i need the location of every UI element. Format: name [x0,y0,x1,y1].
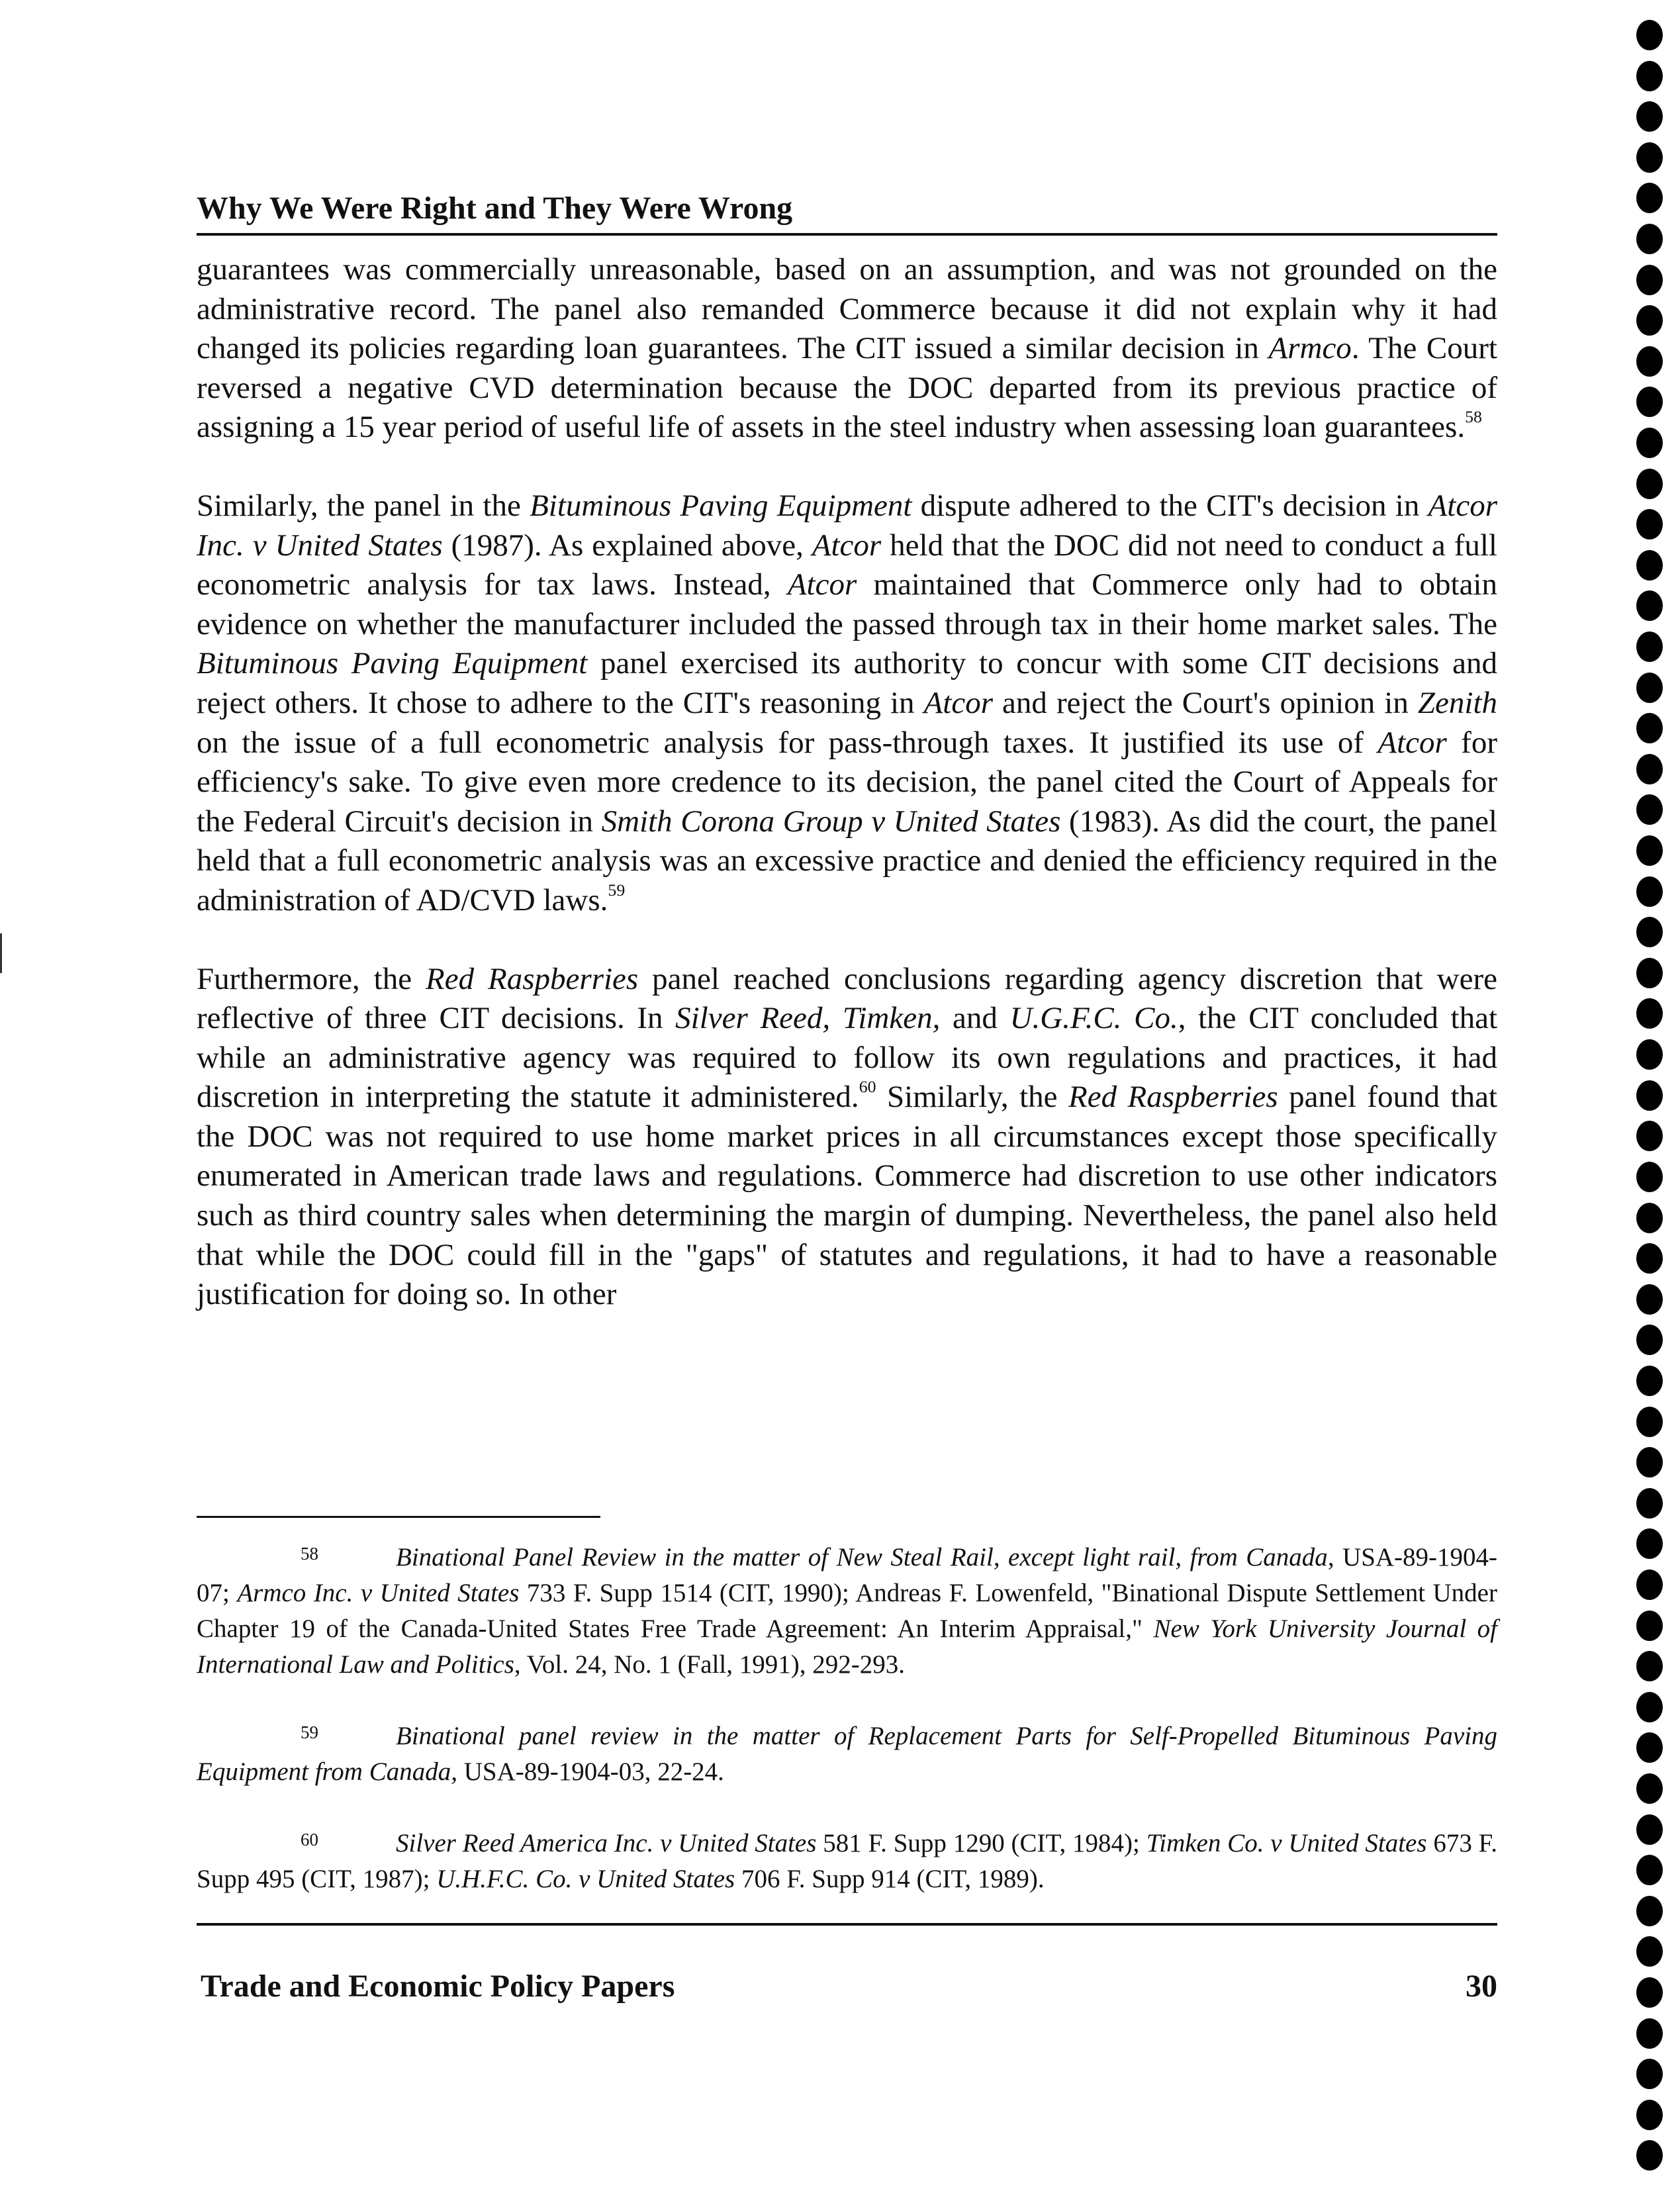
binder-hole [1636,1692,1663,1722]
binder-hole [1636,1569,1663,1600]
binder-hole [1636,1203,1663,1233]
binder-hole [1636,1611,1663,1641]
footnote: 60 Silver Reed America Inc. v United States 581 F. Supp 1290 (CIT, 1984); Timken Co. v United States 673 F. Supp 495 (CIT, 1987); U.H.F.C. Co. v United States 706 F. Supp 914 (CIT, 1989). [197,1829,1497,1893]
binder-hole [1636,1039,1663,1070]
italic-citation: Binational panel review in the matter of Replacement Parts for Self-Propelled Bituminous Paving Equipment from Canada, [197,1722,1497,1786]
text-run: , Vol. 24, No. 1 (Fall, 1991), 292-293. [514,1650,905,1679]
paragraph [197,250,1497,447]
italic-citation: Bituminous Paving Equipment [197,646,588,681]
text-run: and reject the Court's opinion in [993,685,1418,720]
text-run: panel exercised its authority to concur with some CIT decisions and reject others. It chose to adhere to the CIT's reasoning in [197,646,1498,720]
footnote-text [197,1543,1497,1679]
text-run: guarantees was commercially unreasonable, based on an assumption, and was not grounded on the administrative record. The panel also remanded Commerce because it did not explain why it had changed its policies regarding loan guarantees. The CIT issued a similar decision in [197,252,1497,366]
footer-title: Trade and Economic Policy Papers [201,1969,675,2004]
scan-margin-mark [0,933,2,973]
binder-hole [1636,1732,1663,1763]
binder-hole [1636,1528,1663,1559]
running-head-title: Why We Were Right and They Were Wrong [197,191,793,226]
binder-hole [1636,958,1663,988]
page-footer [197,1923,1497,2004]
binder-hole [1636,183,1663,213]
binder-hole [1636,469,1663,499]
binder-hole [1636,794,1663,825]
footnote-separator [197,1516,600,1518]
binder-hole [1636,1896,1663,1926]
binder-hole [1636,387,1663,417]
binder-hole [1636,1651,1663,1681]
text-run: 706 F. Supp 914 (CIT, 1989). [735,1865,1045,1893]
binder-hole [1636,305,1663,336]
binder-hole [1636,2018,1663,2049]
binder-hole [1636,224,1663,254]
binder-hole [1636,1366,1663,1396]
binder-hole [1636,1325,1663,1355]
binder-hole [1636,20,1663,50]
text-run: (1987). As explained above, [442,528,812,563]
italic-citation: New York University Journal of International Law and Politics [197,1615,1498,1679]
binder-hole [1636,1936,1663,1967]
binder-hole [1636,998,1663,1029]
italic-citation: Atcor Inc. v United States [197,488,1497,563]
binder-hole [1636,835,1663,866]
binder-hole [1636,346,1663,377]
binder-hole [1636,142,1663,173]
footnote-reference: 58 [1465,407,1482,427]
italic-citation: U.H.F.C. Co. v United States [436,1865,735,1893]
italic-citation: Atcor [923,685,994,720]
text-run: 581 F. Supp 1290 (CIT, 1984); [816,1829,1146,1857]
italic-citation: Silver Reed America Inc. v United States [396,1829,817,1857]
paragraph [197,960,1497,1315]
text-run: (1983). As did the court, the panel held that a full econometric analysis was an excessive practice and denied the efficiency required in the administration of AD/CVD laws. [197,804,1497,917]
text-run: and [940,1001,1010,1036]
footnotes [197,1540,1497,1933]
text-run: , USA-89-1904-07; [197,1543,1498,1607]
footnote: 59 Binational panel review in the matter of Replacement Parts for Self-Propelled Bituminous Paving Equipment from Canada, USA-89-1904-03, 22-24. [197,1722,1497,1786]
text-run: Similarly, the [876,1080,1068,1115]
binder-hole [1636,673,1663,703]
binder-hole [1636,590,1663,621]
binder-hole [1636,2140,1663,2171]
binder-hole [1636,1814,1663,1845]
binder-hole [1636,713,1663,743]
italic-citation: Binational Panel Review in the matter of New Steal Rail, except light rail, from Canada [396,1543,1328,1571]
italic-citation: U.G.F.C. Co. [1009,1001,1178,1036]
binder-hole [1636,101,1663,132]
binder-hole [1636,1407,1663,1437]
binder-hole [1636,917,1663,947]
text-run: Similarly, the panel in the [197,488,530,523]
binder-hole [1636,428,1663,458]
text-run: panel reached conclusions regarding agency discretion that were reflective of three CIT decisions. In [197,961,1497,1036]
text-run: 733 F. Supp 1514 (CIT, 1990); Andreas F. Lowenfeld, "Binational Dispute Settlement Under Chapter 19 of the Canada-United States Free Trade Agreement: An Interim Appraisal," [197,1579,1497,1643]
text-run: maintained that Commerce only had to obtain evidence on whether the manufacturer included the passed through tax in their home market sales. The [197,567,1497,641]
text-run: Furthermore, the [197,961,426,996]
binder-hole [1636,1855,1663,1885]
page-header [197,179,1497,236]
text-run: dispute adhered to the CIT's decision in [911,488,1428,523]
footnote-reference: 60 [859,1077,876,1097]
page-number: 30 [1466,1969,1497,2004]
binder-hole [1636,1977,1663,2008]
text-run: . The Court reversed a negative CVD determination because the DOC departed from its previous practice of assigning a 15 year period of useful life of assets in the steel industry when assessing loan guarantees. [197,331,1497,445]
body-text [197,250,1497,1315]
italic-citation: Silver Reed, Timken, [675,1001,941,1036]
binder-hole [1636,509,1663,539]
binder-hole [1636,2100,1663,2130]
text-run: for efficiency's sake. To give even more credence to its decision, the panel cited the Court of Appeals for the Federal Circuit's decision in [197,725,1497,839]
binder-hole [1636,1488,1663,1519]
italic-citation: Zenith [1417,685,1498,720]
text-run: 673 F. Supp 495 (CIT, 1987); [197,1829,1497,1893]
binder-hole [1636,265,1663,295]
italic-citation: Bituminous Paving Equipment [530,488,912,523]
footnote: 58 Binational Panel Review in the matter of New Steal Rail, except light rail, from Canada, USA-89-1904-07; Armco Inc. v United States 733 F. Supp 1514 (CIT, 1990); Andreas F. Lowenfeld, "Binational Dispute Settlement Under Chapter 19 of the Canada-United States Free Trade Agreement: An Interim Appraisal," New York University Journal of International Law and Politics, Vol. 24, No. 1 (Fall, 1991), 292-293. [197,1543,1498,1679]
text-run: USA-89-1904-03, 22-24. [457,1757,724,1786]
paragraph [197,487,1497,921]
italic-citation: Timken Co. v United States [1146,1829,1427,1857]
text-run: on the issue of a full econometric analysis for pass-through taxes. It justified its use of [197,725,1378,760]
footnote-text [197,1722,1497,1786]
text-run: panel found that the DOC was not required to use home market prices in all circumstances except those specifically enumerated in American trade laws and regulations. Commerce had discretion to use other indicators such as third country sales when determining the margin of dumping. Nevertheless, the panel also held that while the DOC could fill in the "gaps" of statutes and regulations, it had to have a reasonable justification for doing so. In other [197,1080,1497,1312]
binder-hole [1636,550,1663,581]
binder-hole [1636,754,1663,784]
italic-citation: Atcor [787,567,857,602]
binder-hole [1636,1447,1663,1477]
footnote-text [197,1829,1497,1893]
italic-citation: Smith Corona Group v United States [601,804,1061,839]
binder-hole [1636,1284,1663,1315]
italic-citation: Armco [1268,331,1352,366]
italic-citation: Red Raspberries [426,961,639,996]
footnote-reference: 59 [608,880,626,900]
italic-citation: Armco Inc. v United States [237,1579,520,1607]
binder-hole [1636,1773,1663,1804]
text-run: held that the DOC did not need to conduct a full econometric analysis for tax laws. Instead, [197,528,1497,602]
binder-hole [1636,876,1663,907]
binder-hole [1636,632,1663,662]
binder-hole [1636,2059,1663,2089]
binder-holes [1636,20,1669,2198]
italic-citation: Atcor [1377,725,1447,760]
italic-citation: Atcor [812,528,882,563]
binder-hole [1636,1080,1663,1111]
binder-hole [1636,1121,1663,1151]
binder-hole [1636,61,1663,91]
text-run: , the CIT concluded that while an administrative agency was required to follow its own regulations and practices, it had discretion in interpreting the statute it administered. [197,1001,1498,1115]
binder-hole [1636,1162,1663,1192]
binder-hole [1636,1243,1663,1274]
italic-citation: Red Raspberries [1068,1080,1278,1115]
